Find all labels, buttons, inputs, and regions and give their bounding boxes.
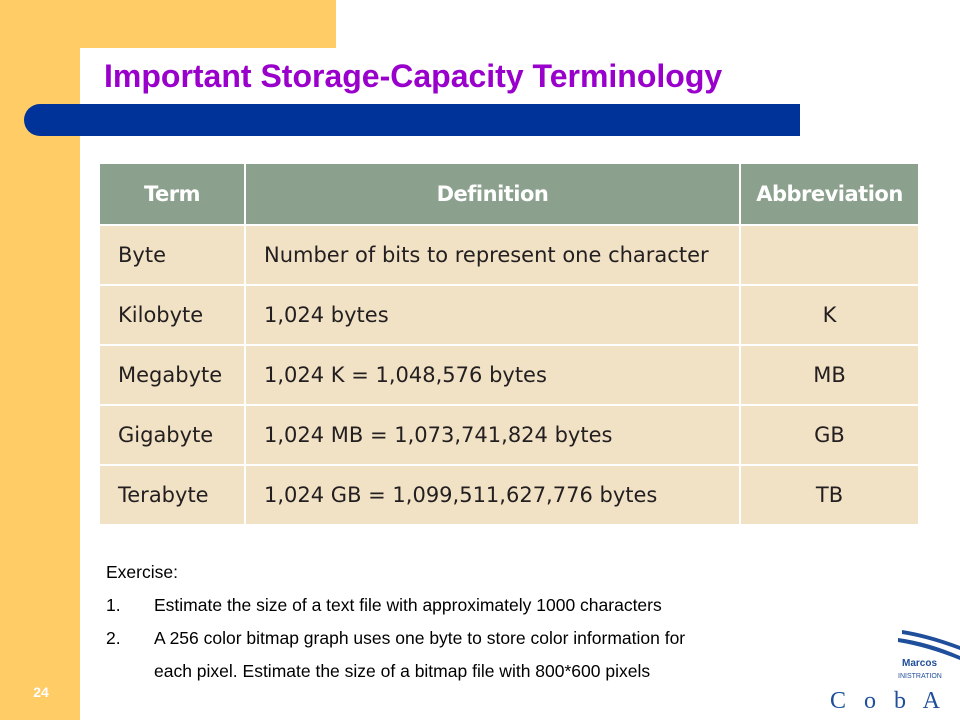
exercise-heading: Exercise: <box>106 562 178 582</box>
table-row <box>99 465 919 525</box>
term-cell: Byte <box>99 225 245 285</box>
logo-name-text: Marcos <box>902 658 938 669</box>
terminology-table <box>98 162 920 526</box>
table-row <box>99 405 919 465</box>
logo-tagline-text: INISTRATION <box>898 673 942 680</box>
logo-swoosh-icon <box>898 630 960 660</box>
definition-cell: 1,024 MB = 1,073,741,824 bytes <box>245 405 740 465</box>
slide-title: Important Storage-Capacity Terminology <box>104 58 723 94</box>
abbreviation-cell: MB <box>740 345 919 405</box>
terminology-table-frame <box>96 160 920 526</box>
table-header-row <box>99 163 919 225</box>
logo-letters-text: C o b A <box>830 688 947 714</box>
table-row <box>99 285 919 345</box>
term-cell: Terabyte <box>99 465 245 525</box>
exercise-item-number <box>106 655 154 688</box>
exercise-item-text: Estimate the size of a text file with approximately 1000 characters <box>154 595 662 615</box>
definition-cell: 1,024 K = 1,048,576 bytes <box>245 345 740 405</box>
exercise-item-continuation <box>106 655 876 688</box>
exercise-block <box>106 556 876 688</box>
exercise-item <box>106 622 876 655</box>
term-cell: Megabyte <box>99 345 245 405</box>
exercise-item-number: 2. <box>106 628 121 648</box>
title-rule-bar <box>24 104 800 136</box>
exercise-item <box>106 589 876 622</box>
exercise-item-text: A 256 color bitmap graph uses one byte to store color information for <box>154 628 686 648</box>
definition-cell: 1,024 GB = 1,099,511,627,776 bytes <box>245 465 740 525</box>
definition-cell: 1,024 bytes <box>245 285 740 345</box>
abbreviation-cell: TB <box>740 465 919 525</box>
abbreviation-cell: K <box>740 285 919 345</box>
header-term: Term <box>99 163 245 225</box>
definition-cell: Number of bits to represent one character <box>245 225 740 285</box>
abbreviation-cell <box>740 225 919 285</box>
table-row <box>99 225 919 285</box>
header-definition: Definition <box>245 163 740 225</box>
table-row <box>99 345 919 405</box>
coba-logo <box>828 620 960 720</box>
abbreviation-cell: GB <box>740 405 919 465</box>
top-accent-block <box>80 0 336 48</box>
exercise-item-number: 1. <box>106 595 121 615</box>
header-abbreviation: Abbreviation <box>740 163 919 225</box>
page-number: 24 <box>33 684 49 700</box>
term-cell: Gigabyte <box>99 405 245 465</box>
exercise-item-text: each pixel. Estimate the size of a bitmap file with 800*600 pixels <box>154 661 651 681</box>
term-cell: Kilobyte <box>99 285 245 345</box>
